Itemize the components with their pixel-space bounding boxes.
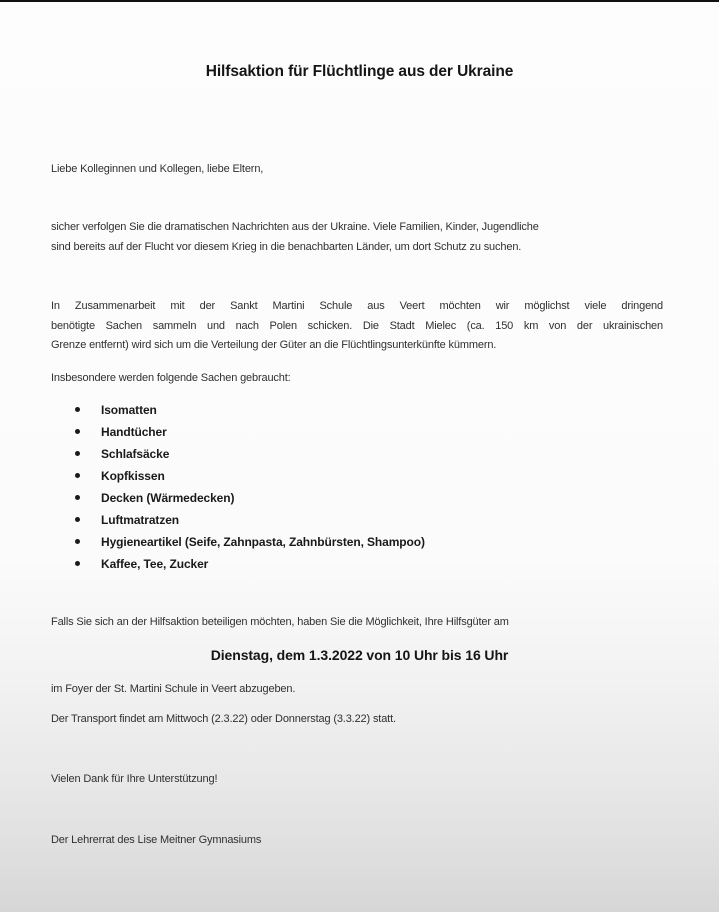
list-item-label: Isomatten bbox=[101, 403, 157, 417]
list-item bbox=[74, 465, 425, 487]
transport-text: Der Transport findet am Mittwoch (2.3.22) oder Donnerstag (3.3.22) statt. bbox=[51, 713, 396, 725]
bullet-icon bbox=[75, 451, 80, 456]
signature: Der Lehrerrat des Lise Meitner Gymnasiums bbox=[51, 834, 262, 846]
bullet-icon bbox=[75, 495, 80, 500]
paragraph-line: Grenze entfernt) wird sich um die Verteilung der Güter an die Flüchtlingsunterkünfte kümmern. bbox=[51, 339, 497, 351]
document-title: Hilfsaktion für Flüchtlinge aus der Ukraine bbox=[205, 63, 514, 80]
needs-intro: Insbesondere werden folgende Sachen gebraucht: bbox=[51, 372, 291, 384]
paragraph-line: benötigte Sachen sammeln und nach Polen schicken. Die Stadt Mielec (ca. 150 km von der ukrainischen bbox=[51, 319, 663, 332]
list-item-label: Hygieneartikel (Seife, Zahnpasta, Zahnbürsten, Shampoo) bbox=[101, 535, 425, 549]
needed-items-list bbox=[74, 399, 425, 575]
list-item-label: Kopfkissen bbox=[101, 469, 165, 483]
list-item bbox=[74, 531, 425, 553]
date-line: Dienstag, dem 1.3.2022 von 10 Uhr bis 16 Uhr bbox=[210, 647, 509, 663]
bullet-icon bbox=[75, 517, 80, 522]
paragraph-line: sicher verfolgen Sie die dramatischen Nachrichten aus der Ukraine. Viele Familien, Kinder, Jugendliche bbox=[51, 221, 539, 233]
bullet-icon bbox=[75, 561, 80, 566]
greeting: Liebe Kolleginnen und Kollegen, liebe Eltern, bbox=[51, 163, 264, 175]
bullet-icon bbox=[75, 473, 80, 478]
list-item-label: Schlafsäcke bbox=[101, 447, 170, 461]
list-item-label: Handtücher bbox=[101, 425, 167, 439]
paragraph-line: sind bereits auf der Flucht vor diesem Krieg in die benachbarten Länder, um dort Schutz zu suchen. bbox=[51, 240, 522, 253]
list-item-label: Decken (Wärmedecken) bbox=[101, 491, 235, 505]
list-item bbox=[74, 421, 425, 443]
bullet-icon bbox=[75, 429, 80, 434]
list-item bbox=[74, 443, 425, 465]
paragraph-news bbox=[51, 218, 663, 257]
list-item bbox=[74, 509, 425, 531]
paragraph-line: In Zusammenarbeit mit der Sankt Martini Schule aus Veert möchten wir möglichst viele dringend bbox=[51, 300, 663, 312]
paragraph-cooperation bbox=[51, 297, 663, 356]
thanks-text: Vielen Dank für Ihre Unterstützung! bbox=[51, 773, 218, 785]
bullet-icon bbox=[75, 407, 80, 412]
list-item bbox=[74, 487, 425, 509]
list-item bbox=[74, 399, 425, 421]
list-item-label: Kaffee, Tee, Zucker bbox=[101, 557, 209, 571]
list-item bbox=[74, 553, 425, 575]
list-item-label: Luftmatratzen bbox=[101, 513, 180, 527]
location-text: im Foyer der St. Martini Schule in Veert abzugeben. bbox=[51, 683, 296, 695]
participation-text: Falls Sie sich an der Hilfsaktion beteiligen möchten, haben Sie die Möglichkeit, Ihre Hilfsgüter am bbox=[51, 616, 509, 628]
bullet-icon bbox=[75, 539, 80, 544]
